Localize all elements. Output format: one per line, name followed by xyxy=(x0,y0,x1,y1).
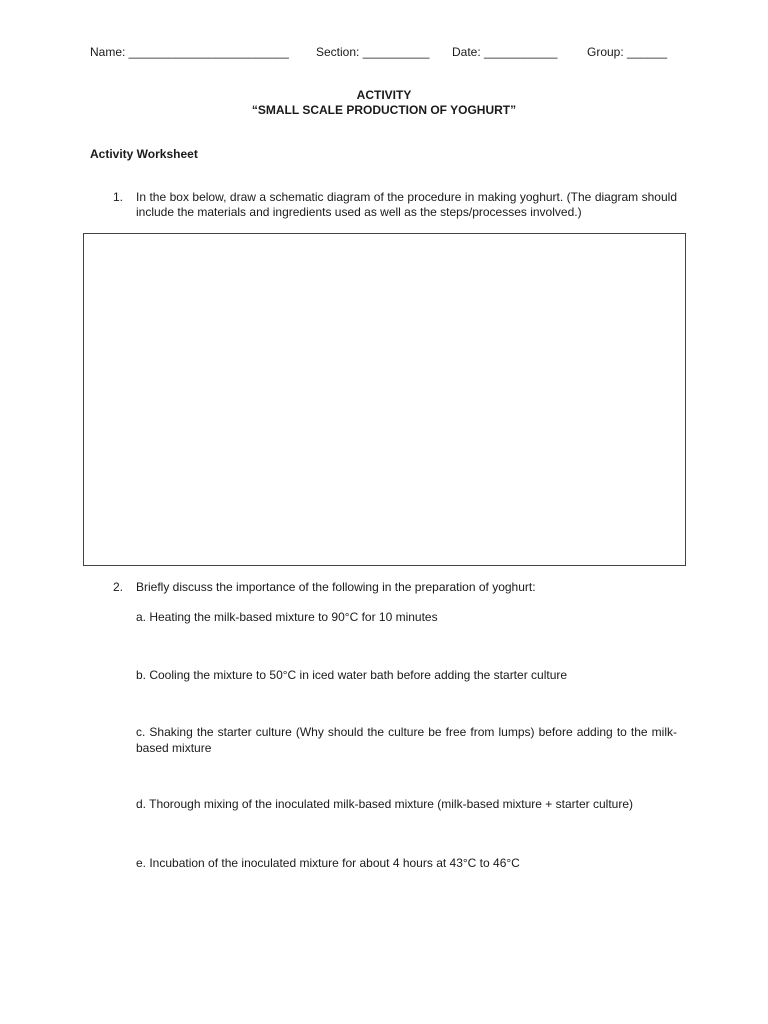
question-1-text: In the box below, draw a schematic diagram of the procedure in making yoghurt. (The diagram should include the materials and ingredients used as well as the steps/processes involved.) xyxy=(136,190,677,219)
question-1-number: 1. xyxy=(113,190,124,204)
worksheet-heading: Activity Worksheet xyxy=(90,147,198,161)
date-field: Date: ___________ xyxy=(452,45,558,59)
activity-subtitle: “SMALL SCALE PRODUCTION OF YOGHURT” xyxy=(251,103,517,117)
question-2a: a. Heating the milk-based mixture to 90°C for 10 minutes xyxy=(136,610,438,624)
diagram-drawing-box[interactable] xyxy=(83,233,686,566)
question-2e: e. Incubation of the inoculated mixture for about 4 hours at 43°C to 46°C xyxy=(136,856,520,870)
name-field: Name: ________________________ xyxy=(90,45,289,59)
question-2c: c. Shaking the starter culture (Why should the culture be free from lumps) before adding to the milk-based mixture xyxy=(136,725,677,755)
question-2b: b. Cooling the mixture to 50°C in iced water bath before adding the starter culture xyxy=(136,668,568,682)
question-2-number: 2. xyxy=(113,580,124,594)
question-2-text: Briefly discuss the importance of the following in the preparation of yoghurt: xyxy=(136,580,536,594)
group-field: Group: ______ xyxy=(587,45,668,59)
section-field: Section: __________ xyxy=(316,45,430,59)
question-2d: d. Thorough mixing of the inoculated milk-based mixture (milk-based mixture + starter culture) xyxy=(136,797,633,811)
activity-title: ACTIVITY xyxy=(356,88,412,102)
